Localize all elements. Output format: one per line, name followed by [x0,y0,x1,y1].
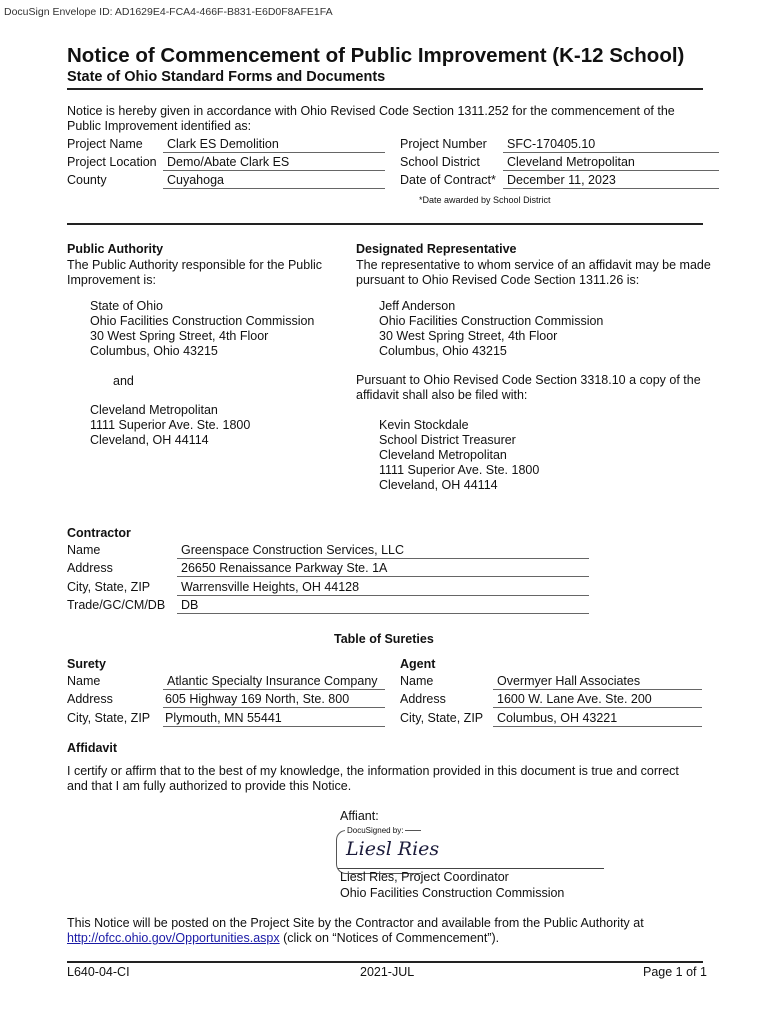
docusigned-by-label: DocuSigned by: [347,826,404,835]
rep-address-line: Columbus, Ohio 43215 [379,344,507,358]
treasurer-address-line: Cleveland, OH 44114 [379,478,498,492]
surety-address-line [163,707,385,708]
designated-rep-heading: Designated Representative [356,242,517,256]
surety-city-label: City, State, ZIP [67,711,151,725]
project-location-line [163,170,385,171]
project-location-value: Demo/Abate Clark ES [167,155,290,169]
school-district-value: Cleveland Metropolitan [507,155,635,169]
contractor-city-value: Warrensville Heights, OH 44128 [181,580,360,594]
signer-org: Ohio Facilities Construction Commission [340,886,565,900]
authority-address-line: 30 West Spring Street, 4th Floor [90,329,269,343]
posting-line-2 [67,931,499,945]
district-address-line: Cleveland Metropolitan [90,403,218,417]
contractor-heading: Contractor [67,526,131,540]
surety-name-label: Name [67,674,101,688]
treasurer-address-line: Kevin Stockdale [379,418,469,432]
project-number-label: Project Number [400,137,487,151]
authority-address-line: Ohio Facilities Construction Commission [90,314,315,328]
project-number-line [503,152,719,153]
and-text: and [113,374,134,388]
surety-address-label: Address [67,692,113,706]
rep-address-line: Jeff Anderson [379,299,456,313]
agent-name-label: Name [400,674,434,688]
contractor-city-line [177,595,589,596]
surety-address-value: 605 Highway 169 North, Ste. 800 [165,692,350,706]
page-title: Notice of Commencement of Public Improvement (K-12 School) [67,44,685,67]
school-district-line [503,170,719,171]
date-note: *Date awarded by School District [419,195,551,205]
county-line [163,188,385,189]
contractor-name-label: Name [67,543,101,557]
affidavit-text-1: I certify or affirm that to the best of my knowledge, the information provided in this document is true and correct [67,764,679,778]
surety-name-value: Atlantic Specialty Insurance Company [167,674,378,688]
public-authority-desc-2: Improvement is: [67,273,156,287]
project-location-label: Project Location [67,155,157,169]
county-value: Cuyahoga [167,173,224,187]
agent-address-value: 1600 W. Lane Ave. Ste. 200 [497,692,652,706]
district-address-line: Cleveland, OH 44114 [90,433,209,447]
county-label: County [67,173,107,187]
date-of-contract-label: Date of Contract* [400,173,496,187]
surety-city-line [163,726,385,727]
contractor-address-value: 26650 Renaissance Parkway Ste. 1A [181,561,388,575]
agent-city-value: Columbus, OH 43221 [497,711,618,725]
surety-heading: Surety [67,657,106,671]
contractor-trade-label: Trade/GC/CM/DB [67,598,166,612]
footer-rule [67,961,703,963]
posting-text-2: (click on “Notices of Commencement”). [279,931,500,945]
project-number-value: SFC-170405.10 [507,137,596,151]
school-district-label: School District [400,155,480,169]
date-of-contract-value: December 11, 2023 [507,173,616,187]
contractor-address-label: Address [67,561,113,575]
header-rule [67,88,703,90]
page-subtitle: State of Ohio Standard Forms and Documents [67,69,386,85]
agent-city-label: City, State, ZIP [400,711,484,725]
district-address-line: 1111 Superior Ave. Ste. 1800 [90,418,251,432]
authority-address-line: Columbus, Ohio 43215 [90,344,218,358]
docusign-envelope-id: DocuSign Envelope ID: AD1629E4-FCA4-466F-B831-E6D0F8AFE1FA [4,6,333,18]
public-authority-heading: Public Authority [67,242,164,256]
date-of-contract-line [503,188,719,189]
surety-city-value: Plymouth, MN 55441 [165,711,282,725]
treasurer-address-line: 1111 Superior Ave. Ste. 1800 [379,463,540,477]
contractor-trade-line [177,613,589,614]
agent-name-line [493,689,702,690]
public-authority-desc-1: The Public Authority responsible for the Public [67,258,322,272]
contractor-trade-value: DB [181,598,199,612]
project-name-label: Project Name [67,137,143,151]
contractor-city-label: City, State, ZIP [67,580,151,594]
project-name-value: Clark ES Demolition [167,137,279,151]
designated-rep-desc-1: The representative to whom service of an affidavit may be made [356,258,711,272]
affiant-label: Affiant: [340,809,379,823]
signature: Liesl Ries [346,838,440,860]
agent-city-line [493,726,702,727]
rep-address-line: Ohio Facilities Construction Commission [379,314,604,328]
affidavit-heading: Affidavit [67,741,117,755]
agent-address-line [493,707,702,708]
contractor-address-line [177,576,589,577]
revision-date: 2021-JUL [360,965,415,979]
agent-name-value: Overmyer Hall Associates [497,674,641,688]
project-name-line [163,152,385,153]
opportunities-link[interactable]: http://ofcc.ohio.gov/Opportunities.aspx [67,931,280,945]
treasurer-address-line: Cleveland Metropolitan [379,448,507,462]
form-code: L640-04-CI [67,965,130,979]
authority-address-line: State of Ohio [90,299,163,313]
signature-line [338,868,604,869]
intro-line-2: Public Improvement identified as: [67,119,252,133]
posting-text-1: This Notice will be posted on the Project Site by the Contractor and available from the Public Authority at [67,916,644,930]
sureties-heading: Table of Sureties [334,632,434,646]
intro-line-1: Notice is hereby given in accordance with Ohio Revised Code Section 1311.252 for the commencement of the [67,104,675,118]
page-number: Page 1 of 1 [643,965,707,979]
section-rule [67,223,703,225]
surety-name-line [163,689,385,690]
agent-address-label: Address [400,692,446,706]
contractor-name-value: Greenspace Construction Services, LLC [181,543,405,557]
affidavit-text-2: and that I am fully authorized to provide this Notice. [67,779,352,793]
signer-title: Liesl Ries, Project Coordinator [340,870,509,884]
designated-rep-desc-2: pursuant to Ohio Revised Code Section 1311.26 is: [356,273,640,287]
treasurer-address-line: School District Treasurer [379,433,516,447]
treasurer-note-1: Pursuant to Ohio Revised Code Section 3318.10 a copy of the [356,373,701,387]
contractor-name-line [177,558,589,559]
treasurer-note-2: affidavit shall also be filed with: [356,388,528,402]
rep-address-line: 30 West Spring Street, 4th Floor [379,329,558,343]
agent-heading: Agent [400,657,436,671]
